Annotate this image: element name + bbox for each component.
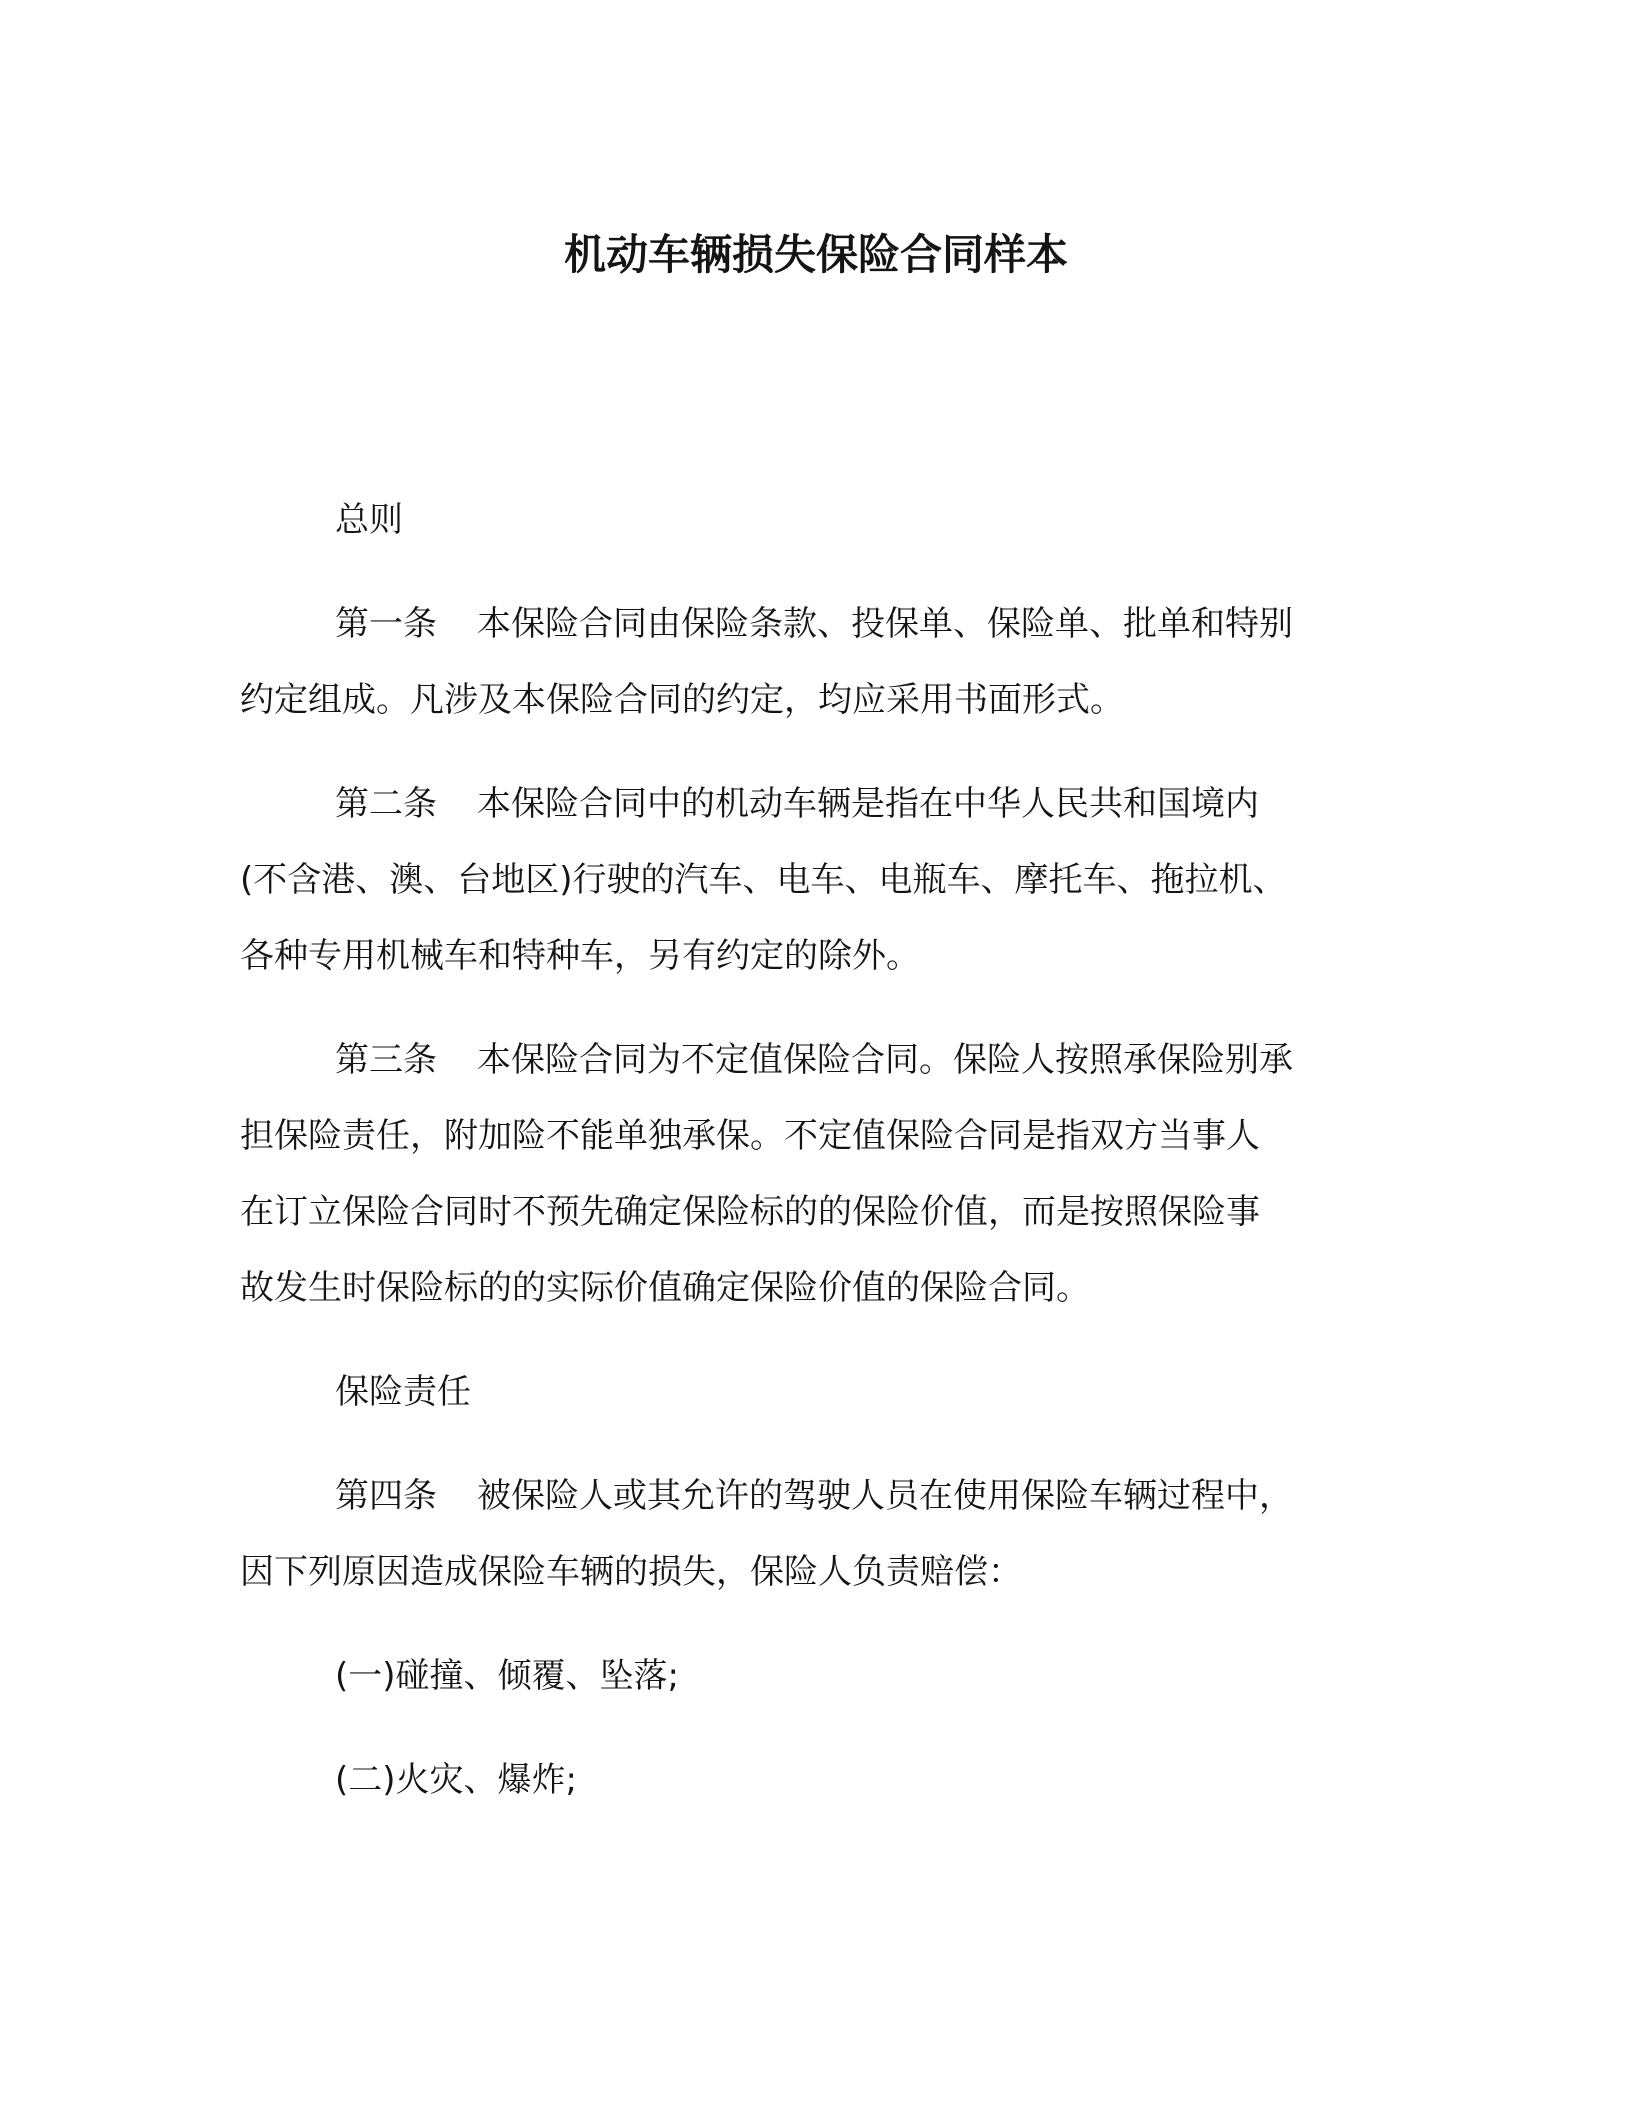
article-text-line: 各种专用机械车和特种车，另有约定的除外。 — [240, 936, 920, 976]
article-text-line: 担保险责任，附加险不能单独承保。不定值保险合同是指双方当事人 — [240, 1116, 1260, 1156]
document-title: 机动车辆损失保险合同样本 — [563, 230, 1068, 279]
article-text-line: 在订立保险合同时不预先确定保险标的的保险价值，而是按照保险事 — [240, 1192, 1260, 1232]
article-number: 第三条 — [335, 1040, 437, 1080]
article-text-line: 故发生时保险标的的实际价值确定保险价值的保险合同。 — [240, 1268, 1090, 1308]
article-text-line: 因下列原因造成保险车辆的损失，保险人负责赔偿： — [240, 1552, 1022, 1592]
article-text-line: 本保险合同中的机动车辆是指在中华人民共和国境内 — [477, 784, 1259, 824]
article-number: 第一条 — [335, 604, 437, 644]
article-text-line: 本保险合同为不定值保险合同。保险人按照承保险别承 — [477, 1040, 1293, 1080]
article-text-line: 本保险合同由保险条款、投保单、保险单、批单和特别 — [477, 604, 1293, 644]
article-text-line: 被保险人或其允许的驾驶人员在使用保险车辆过程中， — [477, 1476, 1293, 1516]
section-heading-general: 总则 — [335, 500, 403, 540]
article-text-line: 约定组成。凡涉及本保险合同的约定，均应采用书面形式。 — [240, 680, 1124, 720]
article-text-line: (不含港、澳、台地区)行驶的汽车、电车、电瓶车、摩托车、拖拉机、 — [240, 860, 1287, 900]
list-item: (二)火灾、爆炸; — [335, 1760, 577, 1800]
article-number: 第二条 — [335, 784, 437, 824]
list-item: (一)碰撞、倾覆、坠落; — [335, 1656, 679, 1696]
article-number: 第四条 — [335, 1476, 437, 1516]
section-heading-liability: 保险责任 — [335, 1372, 471, 1412]
